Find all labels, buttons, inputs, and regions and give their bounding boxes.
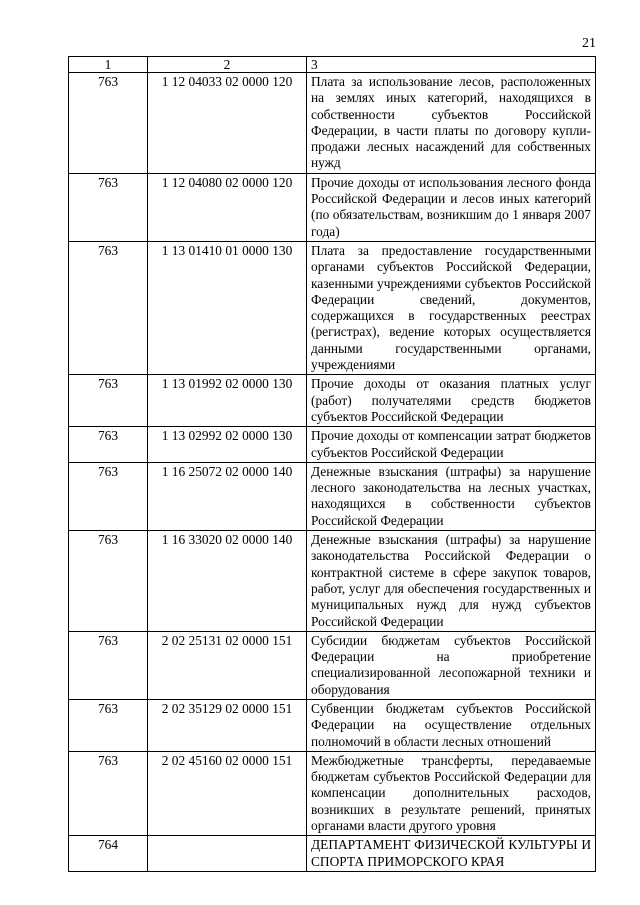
income-code-cell: 1 12 04080 02 0000 120 — [148, 173, 307, 241]
table-row — [69, 631, 596, 699]
table-row — [69, 73, 596, 174]
table-header-row — [69, 57, 596, 73]
table-row — [69, 751, 596, 835]
table-row — [69, 699, 596, 751]
admin-code-cell: 763 — [69, 73, 148, 174]
income-code-cell: 2 02 35129 02 0000 151 — [148, 699, 307, 751]
admin-code-cell: 763 — [69, 241, 148, 374]
table-row — [69, 375, 596, 427]
income-code-cell: 1 12 04033 02 0000 120 — [148, 73, 307, 174]
income-code-cell: 2 02 25131 02 0000 151 — [148, 631, 307, 699]
column-header-2: 2 — [148, 57, 307, 73]
column-header-3: 3 — [307, 57, 596, 73]
department-name-cell: ДЕПАРТАМЕНТ ФИЗИЧЕСКОЙ КУЛЬТУРЫ И СПОРТА ПРИМОРСКОГО КРАЯ — [307, 836, 596, 872]
income-code-cell: 1 16 33020 02 0000 140 — [148, 531, 307, 632]
income-name-cell: Субсидии бюджетам субъектов Российской Федерации на приобретение специализированной лесопожарной техники и оборудования — [307, 631, 596, 699]
income-code-cell — [148, 836, 307, 872]
income-name-cell: Плата за использование лесов, расположенных на землях иных категорий, находящихся в собственности субъектов Российской Федерации, в части платы по договору купли-продажи лесных насаждений для собственных нужд — [307, 73, 596, 174]
income-codes-table — [68, 56, 596, 872]
table-row — [69, 241, 596, 374]
income-code-cell: 2 02 45160 02 0000 151 — [148, 751, 307, 835]
admin-code-cell: 763 — [69, 751, 148, 835]
page-number: 21 — [582, 36, 596, 51]
income-name-cell: Прочие доходы от использования лесного фонда Российской Федерации и лесов иных категорий (по обязательствам, возникшим до 1 января 2007 года) — [307, 173, 596, 241]
income-code-cell: 1 13 02992 02 0000 130 — [148, 427, 307, 463]
table-row — [69, 427, 596, 463]
income-name-cell: Прочие доходы от оказания платных услуг (работ) получателями средств бюджетов субъектов Российской Федерации — [307, 375, 596, 427]
income-name-cell: Субвенции бюджетам субъектов Российской Федерации на осуществление отдельных полномочий в области лесных отношений — [307, 699, 596, 751]
admin-code-cell: 764 — [69, 836, 148, 872]
income-name-cell: Денежные взыскания (штрафы) за нарушение лесного законодательства на лесных участках, находящихся в собственности субъектов Российской Федерации — [307, 462, 596, 530]
admin-code-cell: 763 — [69, 699, 148, 751]
column-header-1: 1 — [69, 57, 148, 73]
admin-code-cell: 763 — [69, 173, 148, 241]
admin-code-cell: 763 — [69, 531, 148, 632]
income-name-cell: Плата за предоставление государственными органами субъектов Российской Федерации, казенными учреждениями субъектов Российской Федерации сведений, документов, содержащихся в государственных реестрах (регистрах), ведение которых осуществляется данными государственными органами, учреждениями — [307, 241, 596, 374]
admin-code-cell: 763 — [69, 427, 148, 463]
admin-code-cell: 763 — [69, 631, 148, 699]
income-name-cell: Денежные взыскания (штрафы) за нарушение законодательства Российской Федерации о контрактной системе в сфере закупок товаров, работ, услуг для обеспечения государственных и муниципальных нужд для нужд субъектов Российской Федерации — [307, 531, 596, 632]
table-row-department — [69, 836, 596, 872]
income-code-cell: 1 13 01992 02 0000 130 — [148, 375, 307, 427]
income-code-cell: 1 13 01410 01 0000 130 — [148, 241, 307, 374]
income-code-cell: 1 16 25072 02 0000 140 — [148, 462, 307, 530]
table-row — [69, 531, 596, 632]
income-name-cell: Прочие доходы от компенсации затрат бюджетов субъектов Российской Федерации — [307, 427, 596, 463]
admin-code-cell: 763 — [69, 375, 148, 427]
admin-code-cell: 763 — [69, 462, 148, 530]
income-name-cell: Межбюджетные трансферты, передаваемые бюджетам субъектов Российской Федерации для компенсации дополнительных расходов, возникших в результате решений, принятых органами власти другого уровня — [307, 751, 596, 835]
table-row — [69, 173, 596, 241]
table-row — [69, 462, 596, 530]
